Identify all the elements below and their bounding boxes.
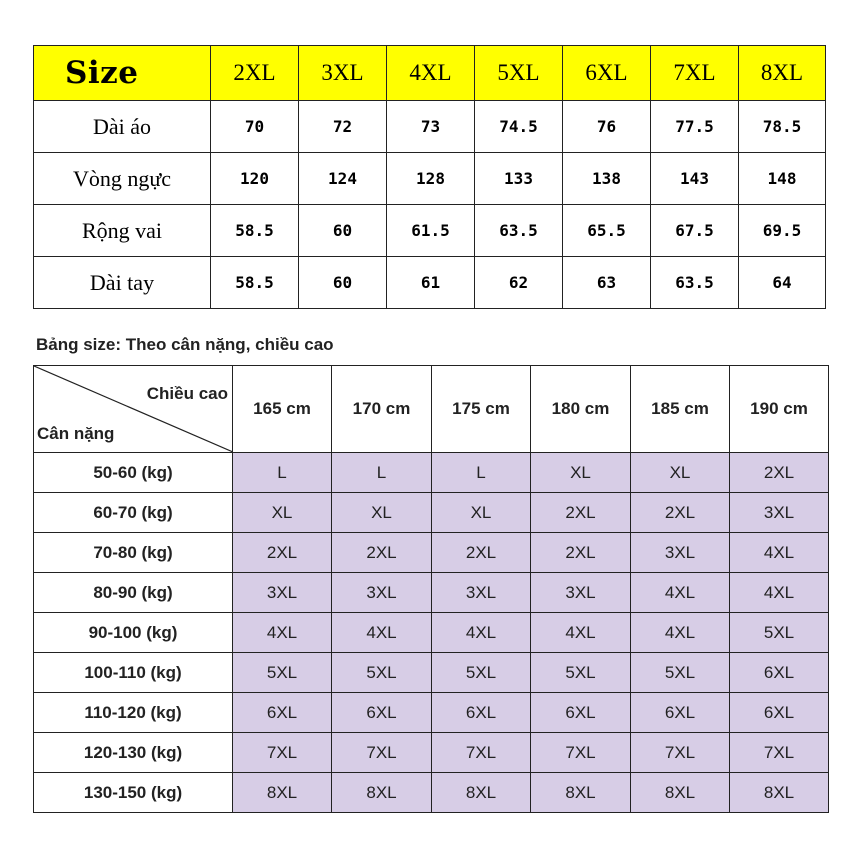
measurement-value: 61 bbox=[387, 257, 475, 309]
measurement-value: 77.5 bbox=[651, 101, 739, 153]
measurement-value: 124 bbox=[299, 153, 387, 205]
measurement-row bbox=[34, 205, 826, 257]
measurement-value: 74.5 bbox=[475, 101, 563, 153]
size-header-label: Size bbox=[34, 46, 211, 101]
measurement-value: 70 bbox=[211, 101, 299, 153]
recommended-size-cell: 4XL bbox=[531, 613, 631, 653]
size-chart-caption: Bảng size: Theo cân nặng, chiều cao bbox=[36, 335, 334, 354]
recommended-size-cell: 5XL bbox=[432, 653, 531, 693]
weight-range-label: 70-80 (kg) bbox=[34, 533, 233, 573]
recommended-size-cell: 2XL bbox=[531, 533, 631, 573]
measurement-value: 61.5 bbox=[387, 205, 475, 257]
weight-row bbox=[34, 533, 829, 573]
measurement-value: 76 bbox=[563, 101, 651, 153]
measurement-label: Rộng vai bbox=[34, 205, 211, 257]
measurement-value: 73 bbox=[387, 101, 475, 153]
recommended-size-cell: 8XL bbox=[730, 773, 829, 813]
weight-row bbox=[34, 733, 829, 773]
measurement-row bbox=[34, 153, 826, 205]
size-header-cell: 5XL bbox=[475, 46, 563, 101]
recommended-size-cell: 6XL bbox=[730, 653, 829, 693]
weight-row bbox=[34, 493, 829, 533]
size-header-cell: 8XL bbox=[739, 46, 826, 101]
recommended-size-cell: 6XL bbox=[631, 693, 730, 733]
recommended-size-cell: 2XL bbox=[432, 533, 531, 573]
height-header-row bbox=[34, 366, 829, 453]
height-header-cell: 165 cm bbox=[233, 366, 332, 453]
measurement-value: 63 bbox=[563, 257, 651, 309]
recommended-size-cell: 6XL bbox=[432, 693, 531, 733]
recommended-size-cell: 6XL bbox=[332, 693, 432, 733]
height-header-cell: 175 cm bbox=[432, 366, 531, 453]
weight-row bbox=[34, 773, 829, 813]
weight-range-label: 90-100 (kg) bbox=[34, 613, 233, 653]
recommended-size-cell: 6XL bbox=[730, 693, 829, 733]
measurement-value: 120 bbox=[211, 153, 299, 205]
measurement-value: 143 bbox=[651, 153, 739, 205]
measurement-value: 128 bbox=[387, 153, 475, 205]
measurement-value: 62 bbox=[475, 257, 563, 309]
recommended-size-cell: 8XL bbox=[332, 773, 432, 813]
recommended-size-cell: XL bbox=[432, 493, 531, 533]
recommended-size-cell: 2XL bbox=[332, 533, 432, 573]
size-header-cell: 6XL bbox=[563, 46, 651, 101]
recommended-size-cell: XL bbox=[332, 493, 432, 533]
measurement-value: 72 bbox=[299, 101, 387, 153]
weight-row bbox=[34, 613, 829, 653]
recommended-size-cell: 7XL bbox=[730, 733, 829, 773]
measurement-value: 65.5 bbox=[563, 205, 651, 257]
recommended-size-cell: 4XL bbox=[631, 613, 730, 653]
weight-axis-label: Cân nặng bbox=[37, 424, 115, 443]
recommended-size-cell: 4XL bbox=[332, 613, 432, 653]
recommended-size-cell: 2XL bbox=[233, 533, 332, 573]
recommended-size-cell: 4XL bbox=[631, 573, 730, 613]
recommended-size-cell: 7XL bbox=[631, 733, 730, 773]
weight-range-label: 60-70 (kg) bbox=[34, 493, 233, 533]
measurement-value: 60 bbox=[299, 257, 387, 309]
measurement-value: 63.5 bbox=[475, 205, 563, 257]
recommended-size-cell: 8XL bbox=[432, 773, 531, 813]
measurement-label: Dài tay bbox=[34, 257, 211, 309]
size-header-cell: 3XL bbox=[299, 46, 387, 101]
weight-range-label: 120-130 (kg) bbox=[34, 733, 233, 773]
height-header-cell: 190 cm bbox=[730, 366, 829, 453]
measurement-value: 148 bbox=[739, 153, 826, 205]
recommended-size-cell: 4XL bbox=[432, 613, 531, 653]
recommended-size-cell: 7XL bbox=[432, 733, 531, 773]
recommended-size-cell: 6XL bbox=[233, 693, 332, 733]
recommended-size-cell: 5XL bbox=[332, 653, 432, 693]
recommended-size-cell: 3XL bbox=[631, 533, 730, 573]
weight-row bbox=[34, 693, 829, 733]
size-header-cell: 7XL bbox=[651, 46, 739, 101]
recommended-size-cell: 4XL bbox=[730, 533, 829, 573]
measurement-value: 138 bbox=[563, 153, 651, 205]
measurement-label: Dài áo bbox=[34, 101, 211, 153]
weight-row bbox=[34, 653, 829, 693]
measurement-value: 133 bbox=[475, 153, 563, 205]
recommended-size-cell: 5XL bbox=[631, 653, 730, 693]
size-header-cell: 4XL bbox=[387, 46, 475, 101]
size-measurement-table bbox=[33, 45, 826, 309]
recommended-size-cell: 2XL bbox=[631, 493, 730, 533]
recommended-size-cell: 8XL bbox=[631, 773, 730, 813]
recommended-size-cell: 3XL bbox=[432, 573, 531, 613]
recommended-size-cell: 2XL bbox=[730, 453, 829, 493]
recommended-size-cell: XL bbox=[531, 453, 631, 493]
corner-header-cell bbox=[34, 366, 233, 453]
recommended-size-cell: 3XL bbox=[531, 573, 631, 613]
measurement-value: 58.5 bbox=[211, 205, 299, 257]
height-header-cell: 180 cm bbox=[531, 366, 631, 453]
weight-row bbox=[34, 573, 829, 613]
weight-height-size-table bbox=[33, 365, 829, 813]
recommended-size-cell: 7XL bbox=[233, 733, 332, 773]
weight-range-label: 50-60 (kg) bbox=[34, 453, 233, 493]
height-header-cell: 185 cm bbox=[631, 366, 730, 453]
recommended-size-cell: L bbox=[233, 453, 332, 493]
recommended-size-cell: 5XL bbox=[233, 653, 332, 693]
measurement-value: 58.5 bbox=[211, 257, 299, 309]
recommended-size-cell: 5XL bbox=[730, 613, 829, 653]
recommended-size-cell: 8XL bbox=[233, 773, 332, 813]
measurement-value: 63.5 bbox=[651, 257, 739, 309]
weight-range-label: 100-110 (kg) bbox=[34, 653, 233, 693]
weight-range-label: 80-90 (kg) bbox=[34, 573, 233, 613]
size-header-row bbox=[34, 46, 826, 101]
recommended-size-cell: 8XL bbox=[531, 773, 631, 813]
measurement-row bbox=[34, 257, 826, 309]
measurement-value: 64 bbox=[739, 257, 826, 309]
recommended-size-cell: 4XL bbox=[730, 573, 829, 613]
measurement-value: 78.5 bbox=[739, 101, 826, 153]
recommended-size-cell: 7XL bbox=[531, 733, 631, 773]
weight-range-label: 110-120 (kg) bbox=[34, 693, 233, 733]
recommended-size-cell: 3XL bbox=[730, 493, 829, 533]
recommended-size-cell: L bbox=[332, 453, 432, 493]
weight-row bbox=[34, 453, 829, 493]
recommended-size-cell: 3XL bbox=[332, 573, 432, 613]
measurement-row bbox=[34, 101, 826, 153]
recommended-size-cell: 7XL bbox=[332, 733, 432, 773]
recommended-size-cell: XL bbox=[631, 453, 730, 493]
weight-range-label: 130-150 (kg) bbox=[34, 773, 233, 813]
recommended-size-cell: XL bbox=[233, 493, 332, 533]
size-header-cell: 2XL bbox=[211, 46, 299, 101]
height-axis-label: Chiều cao bbox=[146, 384, 228, 403]
recommended-size-cell: 3XL bbox=[233, 573, 332, 613]
height-header-cell: 170 cm bbox=[332, 366, 432, 453]
recommended-size-cell: 4XL bbox=[233, 613, 332, 653]
recommended-size-cell: 2XL bbox=[531, 493, 631, 533]
recommended-size-cell: 6XL bbox=[531, 693, 631, 733]
recommended-size-cell: 5XL bbox=[531, 653, 631, 693]
measurement-value: 67.5 bbox=[651, 205, 739, 257]
measurement-value: 60 bbox=[299, 205, 387, 257]
measurement-value: 69.5 bbox=[739, 205, 826, 257]
measurement-label: Vòng ngực bbox=[34, 153, 211, 205]
recommended-size-cell: L bbox=[432, 453, 531, 493]
